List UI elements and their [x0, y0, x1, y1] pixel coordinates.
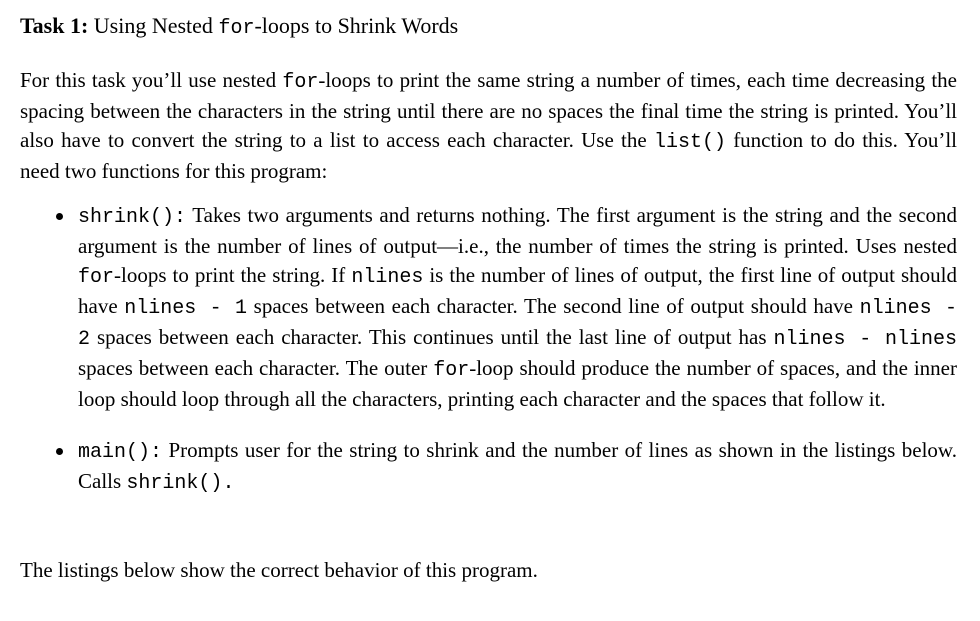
shrink-code-2: nlines: [351, 266, 424, 289]
intro-code-for: for: [282, 71, 319, 94]
intro-paragraph: [20, 66, 957, 186]
bullet-icon: [56, 448, 63, 455]
intro-code-list: list(): [653, 131, 726, 154]
shrink-text-6: spaces between each character. The outer: [78, 356, 434, 380]
shrink-text-4: spaces between each character. The second line of output should have: [247, 294, 860, 318]
function-list: [20, 201, 957, 498]
shrink-function-name: shrink():: [78, 206, 187, 229]
shrink-text-3: is the number of lines of output, the first line of output should have: [78, 263, 957, 318]
shrink-text-7: -loop should produce the number of spaces, and the inner loop should loop through all the characters, printing each character and the spaces that follow it.: [78, 356, 957, 411]
intro-text-2: -loops to print the same string a number of times, each time decreasing the spacing between the characters in the string until there are no spaces the final time the string is printed. You’ll also have to convert the string to a list to access each character. Use the: [20, 68, 957, 152]
shrink-text-1: Takes two arguments and returns nothing. The first argument is the string and the second argument is the number of lines of output—i.e., the number of times the string is printed. Uses nested: [78, 203, 957, 258]
list-item-shrink: [20, 201, 957, 414]
shrink-code-4: nlines - 2: [78, 297, 957, 351]
intro-text-3: function to do this. You’ll need two functions for this program:: [20, 128, 957, 183]
list-item-main: [20, 436, 957, 498]
shrink-text-5: spaces between each character. This continues until the last line of output has: [90, 325, 774, 349]
intro-text-1: For this task you’ll use nested: [20, 68, 283, 92]
heading-text-2: -loops to Shrink Words: [254, 13, 459, 38]
shrink-code-3: nlines - 1: [124, 297, 248, 320]
heading-text-1: Using Nested: [88, 13, 219, 38]
closing-paragraph: The listings below show the correct behavior of this program.: [20, 558, 538, 582]
shrink-code-6: for: [433, 359, 470, 382]
main-function-name: main():: [78, 441, 163, 464]
bullet-icon: [56, 213, 63, 220]
task-heading: [20, 12, 458, 43]
shrink-code-5: nlines - nlines: [773, 328, 958, 351]
shrink-code-1: for: [78, 266, 115, 289]
heading-code: for: [218, 17, 255, 40]
main-text-1: Prompts user for the string to shrink and the number of lines as shown in the listings below. Calls: [78, 438, 957, 493]
main-code-1: shrink().: [126, 472, 235, 495]
task-label: Task 1:: [20, 13, 89, 38]
shrink-text-2: -loops to print the string. If: [114, 263, 352, 287]
